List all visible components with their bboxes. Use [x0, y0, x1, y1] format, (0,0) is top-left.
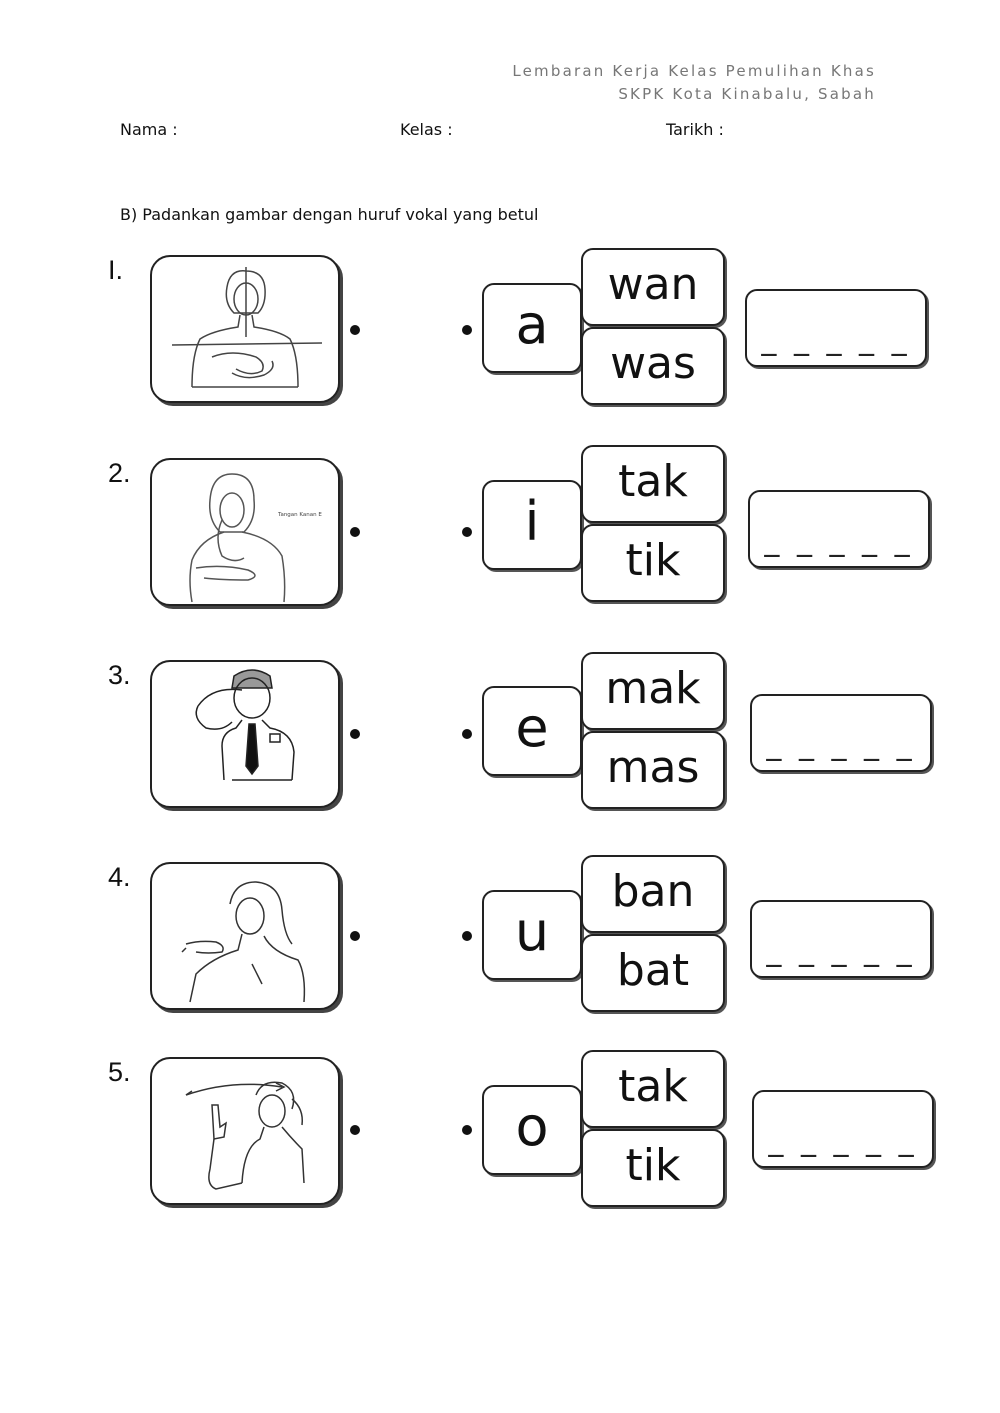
sign-picture: [150, 255, 340, 403]
vowel-box: o: [482, 1085, 582, 1175]
sign-language-woman-icon: [152, 257, 338, 401]
vowel-box: e: [482, 686, 582, 776]
answer-box[interactable]: _ _ _ _ _: [752, 1090, 934, 1168]
sign-picture: [150, 862, 340, 1010]
match-dot-left[interactable]: [350, 1125, 360, 1135]
instruction: B) Padankan gambar dengan huruf vokal yang betul: [120, 205, 539, 224]
syllable-box-bottom: tik: [581, 524, 725, 602]
vowel-box: u: [482, 890, 582, 980]
answer-box[interactable]: _ _ _ _ _: [748, 490, 930, 568]
nama-label: Nama :: [120, 120, 178, 139]
vowel-box: a: [482, 283, 582, 373]
sign-picture: [150, 1057, 340, 1205]
picture-caption: Tangan Kanan E: [278, 512, 322, 518]
syllable-box-top: tak: [581, 1050, 725, 1128]
sign-language-woman-icon: [152, 864, 338, 1008]
match-dot-right[interactable]: [462, 325, 472, 335]
tarikh-label: Tarikh :: [666, 120, 724, 139]
item-number: 3.: [108, 660, 131, 690]
sign-picture: [150, 660, 340, 808]
syllable-box-bottom: tik: [581, 1129, 725, 1207]
exercise-item-5: [0, 1057, 1000, 1227]
header-line-2: SKPK Kota Kinabalu, Sabah: [618, 85, 876, 103]
answer-box[interactable]: _ _ _ _ _: [745, 289, 927, 367]
vowel-box: i: [482, 480, 582, 570]
syllable-box-top: tak: [581, 445, 725, 523]
item-number: I.: [108, 255, 124, 285]
answer-box[interactable]: _ _ _ _ _: [750, 900, 932, 978]
syllable-box-bottom: bat: [581, 934, 725, 1012]
answer-box[interactable]: _ _ _ _ _: [750, 694, 932, 772]
item-number: 5.: [108, 1057, 131, 1087]
match-dot-left[interactable]: [350, 527, 360, 537]
syllable-box-top: ban: [581, 855, 725, 933]
match-dot-right[interactable]: [462, 931, 472, 941]
match-dot-right[interactable]: [462, 527, 472, 537]
match-dot-right[interactable]: [462, 1125, 472, 1135]
sign-language-woman-icon: [152, 1059, 338, 1203]
match-dot-left[interactable]: [350, 729, 360, 739]
exercise-item-1: [0, 255, 1000, 425]
exercise-item-3: [0, 660, 1000, 830]
syllable-box-bottom: was: [581, 327, 725, 405]
sign-language-boy-icon: [152, 662, 338, 806]
sign-picture: [150, 458, 340, 606]
match-dot-left[interactable]: [350, 325, 360, 335]
kelas-label: Kelas :: [400, 120, 453, 139]
item-number: 2.: [108, 458, 131, 488]
match-dot-right[interactable]: [462, 729, 472, 739]
sign-language-woman-icon: [152, 460, 338, 604]
syllable-box-bottom: mas: [581, 731, 725, 809]
syllable-box-top: mak: [581, 652, 725, 730]
match-dot-left[interactable]: [350, 931, 360, 941]
exercise-item-4: [0, 862, 1000, 1032]
header-line-1: Lembaran Kerja Kelas Pemulihan Khas: [512, 62, 876, 80]
syllable-box-top: wan: [581, 248, 725, 326]
exercise-item-2: [0, 458, 1000, 628]
item-number: 4.: [108, 862, 131, 892]
